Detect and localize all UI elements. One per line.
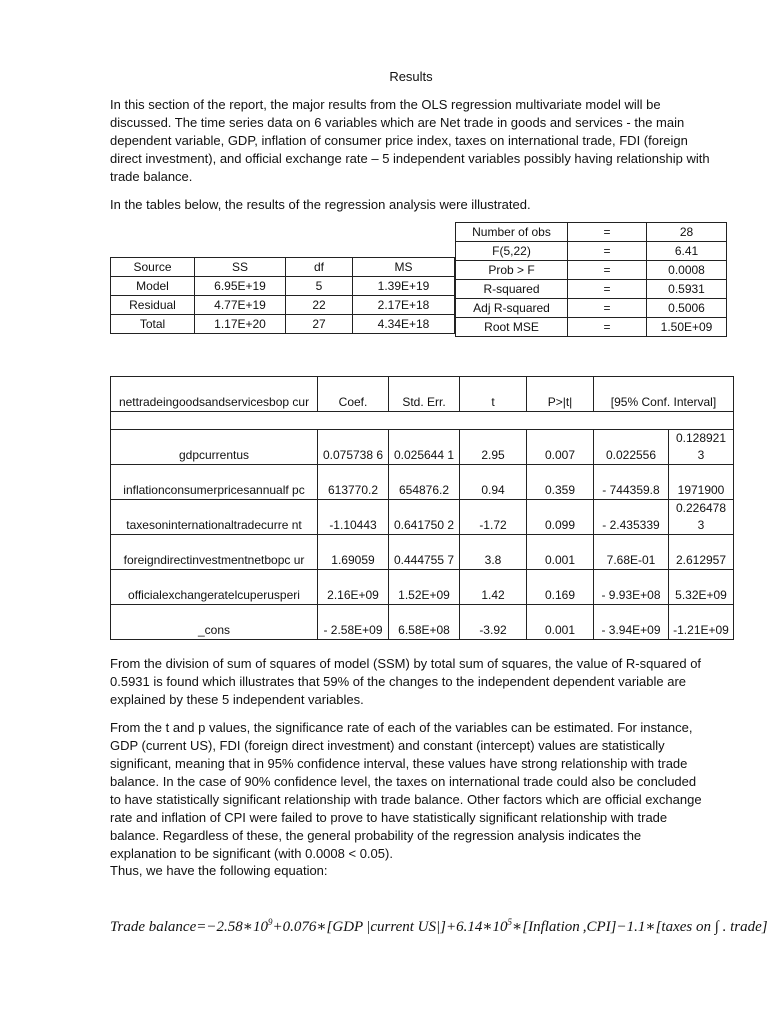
equation-exponent: 9: [267, 917, 273, 927]
coefficients-table: [110, 376, 734, 640]
equation-term: ∗: [512, 919, 523, 935]
table-cell: 0.0008: [647, 261, 727, 280]
table-cell: 4.34E+18: [353, 315, 455, 334]
table-cell: Residual: [111, 296, 195, 315]
table-cell: 613770.2: [318, 465, 389, 500]
table-cell: =: [568, 242, 647, 261]
table-row: [456, 299, 727, 318]
table-cell: 1971900: [669, 465, 734, 500]
table-row: [456, 280, 727, 299]
table-cell: R-squared: [456, 280, 568, 299]
table-row: [456, 223, 727, 242]
table-cell: 27: [286, 315, 353, 334]
table-cell: 0.022556: [594, 430, 669, 465]
tables-intro-paragraph: In the tables below, the results of the regression analysis were illustrated.: [110, 197, 531, 212]
r-squared-paragraph: From the division of sum of squares of model (SSM) by total sum of squares, the value of R-squared of 0.5931 is found which illustrates that 59% of the changes to the independent dependent variable are explained by these 5 independent variables.: [110, 656, 702, 707]
equation-lhs: Trade balance: [110, 919, 197, 935]
table-cell: 0.444755 7: [389, 535, 460, 570]
table-cell: -1.21E+09: [669, 605, 734, 640]
table-row: [111, 277, 455, 296]
table-header-row: [111, 377, 734, 412]
table-cell: =: [568, 299, 647, 318]
table-cell: gdpcurrentus: [111, 430, 318, 465]
table-cell: 0.5006: [647, 299, 727, 318]
table-cell: Number of obs: [456, 223, 568, 242]
header-cell: Coef.: [318, 377, 389, 412]
table-cell: 22: [286, 296, 353, 315]
table-cell: =: [568, 318, 647, 337]
table-cell: 0.5931: [647, 280, 727, 299]
table-cell: =: [568, 223, 647, 242]
equation-term: +6.14∗10: [445, 919, 508, 935]
table-row: [456, 318, 727, 337]
header-cell: [95% Conf. Interval]: [594, 377, 734, 412]
table-cell: foreigndirectinvestmentnetbopc ur: [111, 535, 318, 570]
equation-variable: [Inflation ,CPI]: [522, 919, 617, 935]
equation-term: +0.076∗: [272, 919, 327, 935]
table-row: [111, 570, 734, 605]
table-cell: - 9.93E+08: [594, 570, 669, 605]
table-cell: =: [568, 261, 647, 280]
table-cell: - 3.94E+09: [594, 605, 669, 640]
table-cell: - 744359.8: [594, 465, 669, 500]
anova-table: [110, 257, 455, 334]
header-cell: Std. Err.: [389, 377, 460, 412]
table-cell: 1.17E+20: [195, 315, 286, 334]
table-cell: taxesoninternationaltradecurre nt: [111, 500, 318, 535]
table-cell: - 2.58E+09: [318, 605, 389, 640]
table-cell: -1.72: [460, 500, 527, 535]
table-cell: officialexchangeratelcuperusperi: [111, 570, 318, 605]
header-cell: nettradeingoodsandservicesbop cur: [111, 377, 318, 412]
equation-term: =−2.58∗10: [196, 919, 268, 935]
table-cell: 5: [286, 277, 353, 296]
table-cell: 0.001: [527, 605, 594, 640]
table-cell: 28: [647, 223, 727, 242]
table-cell: 3.8: [460, 535, 527, 570]
table-cell: 0.94: [460, 465, 527, 500]
table-cell: - 2.435339: [594, 500, 669, 535]
equation-variable: [GDP |current US|]: [326, 919, 446, 935]
header-cell: SS: [195, 258, 286, 277]
table-cell: 0.359: [527, 465, 594, 500]
table-cell: -3.92: [460, 605, 527, 640]
table-cell: 1.50E+09: [647, 318, 727, 337]
table-cell: Model: [111, 277, 195, 296]
header-cell: df: [286, 258, 353, 277]
table-cell: Total: [111, 315, 195, 334]
table-cell: 5.32E+09: [669, 570, 734, 605]
table-spacer-row: [111, 412, 734, 430]
table-cell: 1.42: [460, 570, 527, 605]
table-cell: 0.641750 2: [389, 500, 460, 535]
header-cell: P>|t|: [527, 377, 594, 412]
table-cell: 1.39E+19: [353, 277, 455, 296]
intro-paragraph: In this section of the report, the major results from the OLS regression multivariate model will be discussed. The time series data on 6 variables which are Net trade in goods and services - the main dependent variable, GDP, inflation of consumer price index, taxes on international trade, FDI (foreign direct investment), and official exchange rate – 5 independent variables possibly having relationship with trade balance.: [110, 97, 710, 184]
equation-term: −1.1∗: [616, 919, 656, 935]
table-cell: 0.169: [527, 570, 594, 605]
table-cell: 0.025644 1: [389, 430, 460, 465]
table-cell: 4.77E+19: [195, 296, 286, 315]
table-cell: 0.128921 3: [669, 430, 734, 465]
table-row: [111, 605, 734, 640]
table-cell: =: [568, 280, 647, 299]
table-cell: F(5,22): [456, 242, 568, 261]
header-cell: t: [460, 377, 527, 412]
section-title: Results: [389, 69, 433, 84]
table-cell: 2.16E+09: [318, 570, 389, 605]
table-cell: _cons: [111, 605, 318, 640]
table-cell: 0.226478 3: [669, 500, 734, 535]
header-cell: Source: [111, 258, 195, 277]
table-cell: 654876.2: [389, 465, 460, 500]
table-cell: 0.001: [527, 535, 594, 570]
table-row: [456, 261, 727, 280]
table-row: [111, 535, 734, 570]
table-cell: 0.075738 6: [318, 430, 389, 465]
table-cell: inflationconsumerpricesannualf pc: [111, 465, 318, 500]
table-cell: 6.58E+08: [389, 605, 460, 640]
table-row: [111, 500, 734, 535]
table-cell: 0.099: [527, 500, 594, 535]
table-cell: Adj R-squared: [456, 299, 568, 318]
table-row: [111, 315, 455, 334]
table-cell: 6.41: [647, 242, 727, 261]
table-cell: 0.007: [527, 430, 594, 465]
table-cell: Root MSE: [456, 318, 568, 337]
table-cell: 2.95: [460, 430, 527, 465]
table-cell: 1.69059: [318, 535, 389, 570]
table-cell: 2.17E+18: [353, 296, 455, 315]
table-cell: 6.95E+19: [195, 277, 286, 296]
table-row: [111, 296, 455, 315]
table-row: [456, 242, 727, 261]
equation-exponent: 5: [507, 917, 513, 927]
table-cell: 1.52E+09: [389, 570, 460, 605]
table-row: [111, 465, 734, 500]
fit-stats-table: [455, 222, 727, 337]
equation-intro-paragraph: Thus, we have the following equation:: [110, 863, 328, 878]
table-cell: 7.68E-01: [594, 535, 669, 570]
significance-paragraph: From the t and p values, the significance rate of each of the variables can be estimated. For instance, GDP (current US), FDI (foreign direct investment) and constant (intercept) values are statistically significant, meaning that in 95% confidence interval, these values have strong relationship with trade balance. In the case of 90% confidence level, the taxes on international trade could also be concluded to have statistically significant relationship with trade balance. Other factors which are official exchange rate and inflation of CPI were failed to prove to have statistically significant relationship with trade balance. Regardless of these, the general probability of the regression analysis indicates the explanation to be significant (with 0.0008 < 0.05).: [110, 720, 702, 861]
table-cell: 2.612957: [669, 535, 734, 570]
spacer-cell: [111, 412, 734, 430]
table-header-row: [111, 258, 455, 277]
table-cell: Prob > F: [456, 261, 568, 280]
header-cell: MS: [353, 258, 455, 277]
regression-equation: [110, 917, 768, 936]
table-row: [111, 430, 734, 465]
table-cell: -1.10443: [318, 500, 389, 535]
equation-variable: [taxes on ∫ . trade]: [655, 919, 768, 935]
